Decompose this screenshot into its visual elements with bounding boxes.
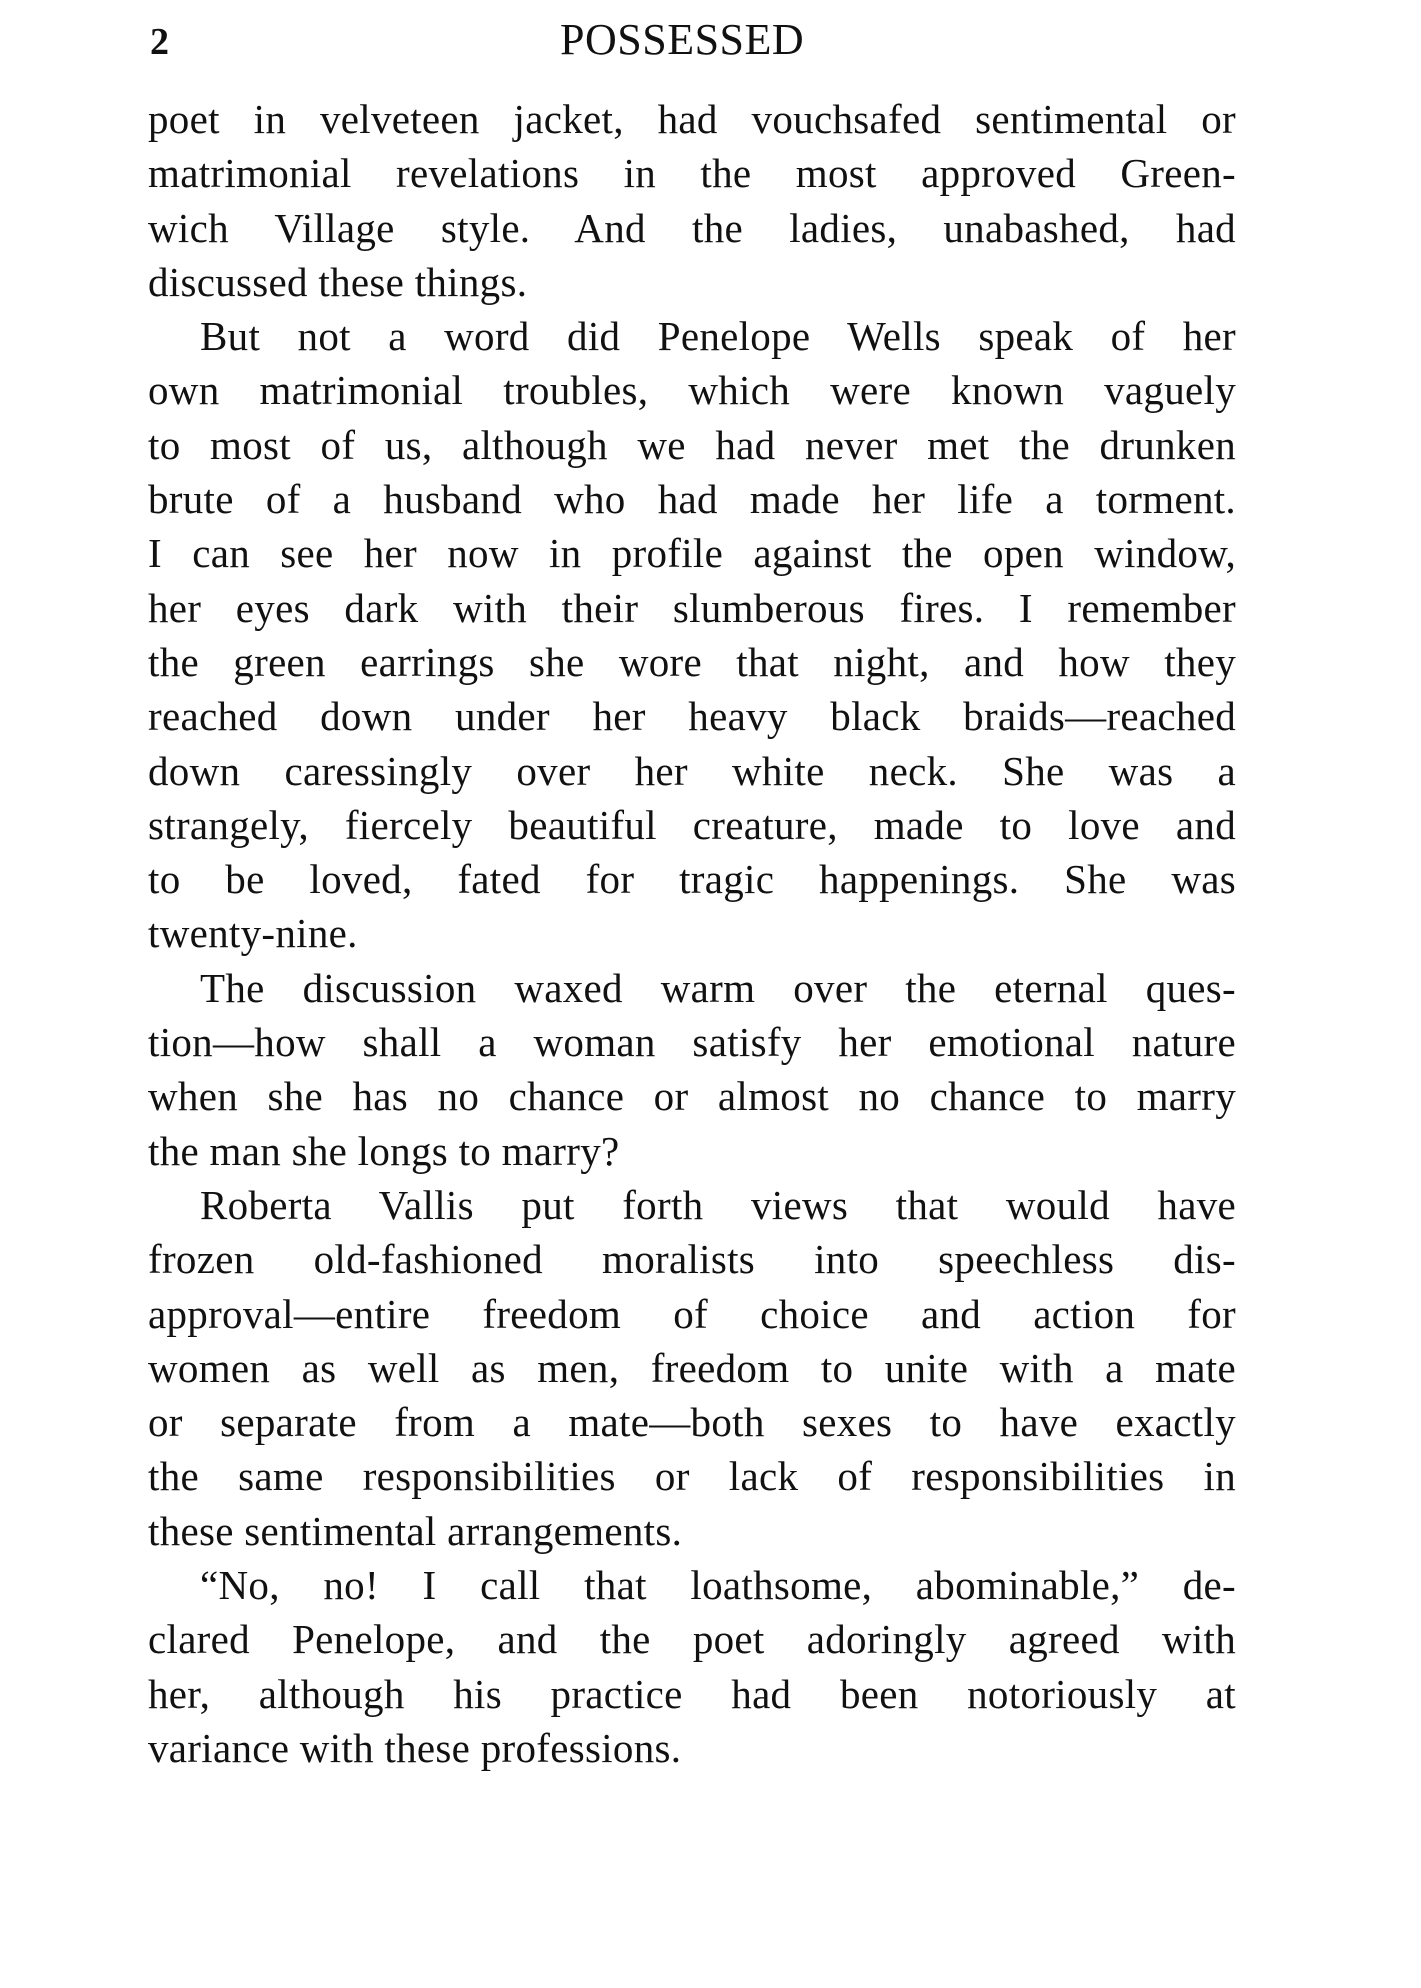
- text-line: variance with these professions.: [148, 1724, 682, 1771]
- text-line: the green earrings she wore that night, and how they: [148, 638, 1236, 685]
- text-line: brute of a husband who had made her life a torment.: [148, 476, 1236, 523]
- text-line: I can see her now in profile against the open window,: [148, 530, 1236, 577]
- text-line: strangely, fiercely beautiful creature, made to love and: [148, 801, 1236, 848]
- text-line: clared Penelope, and the poet adoringly agreed with: [148, 1616, 1236, 1663]
- running-head: [0, 12, 1421, 72]
- paragraph: [148, 1558, 1236, 1775]
- text-line: the same responsibilities or lack of responsibilities in: [148, 1453, 1236, 1500]
- text-line: down caressingly over her white neck. She was a: [148, 747, 1236, 794]
- text-line: reached down under her heavy black braids—reached: [148, 693, 1236, 740]
- page-number: 2: [150, 21, 169, 63]
- text-line: matrimonial revelations in the most approved Green-: [148, 150, 1236, 197]
- text-line: her eyes dark with their slumberous fires. I remember: [148, 584, 1236, 631]
- text-line: when she has no chance or almost no chance to marry: [148, 1073, 1236, 1120]
- text-line: discussed these things.: [148, 258, 528, 305]
- text-line: But not a word did Penelope Wells speak of her: [200, 313, 1236, 360]
- text-line: women as well as men, freedom to unite with a mate: [148, 1344, 1236, 1391]
- text-line: poet in velveteen jacket, had vouchsafed sentimental or: [148, 96, 1236, 142]
- paragraph: [148, 961, 1236, 1178]
- paragraph: [148, 92, 1236, 309]
- text-line: approval—entire freedom of choice and action for: [148, 1290, 1236, 1337]
- text-line: to most of us, although we had never met the drunken: [148, 421, 1236, 468]
- paragraph: [148, 1178, 1236, 1558]
- running-title: POSSESSED: [560, 15, 805, 64]
- text-line: Roberta Vallis put forth views that would have: [200, 1181, 1236, 1228]
- body-text: [148, 92, 1236, 1775]
- text-line: The discussion waxed warm over the eternal ques-: [200, 964, 1236, 1011]
- text-line: the man she longs to marry?: [148, 1127, 620, 1174]
- text-line: wich Village style. And the ladies, unabashed, had: [148, 204, 1236, 251]
- text-line: twenty-nine.: [148, 910, 358, 957]
- text-line: tion—how shall a woman satisfy her emotional nature: [148, 1019, 1236, 1066]
- text-line: own matrimonial troubles, which were known vaguely: [148, 367, 1236, 414]
- text-line: “No, no! I call that loathsome, abominable,” de-: [200, 1562, 1236, 1609]
- paragraph: [148, 309, 1236, 961]
- text-line: her, although his practice had been notoriously at: [148, 1670, 1236, 1717]
- text-line: frozen old-fashioned moralists into speechless dis-: [148, 1236, 1236, 1283]
- text-line: these sentimental arrangements.: [148, 1507, 683, 1554]
- text-line: or separate from a mate—both sexes to have exactly: [148, 1399, 1236, 1446]
- text-line: to be loved, fated for tragic happenings. She was: [148, 856, 1236, 903]
